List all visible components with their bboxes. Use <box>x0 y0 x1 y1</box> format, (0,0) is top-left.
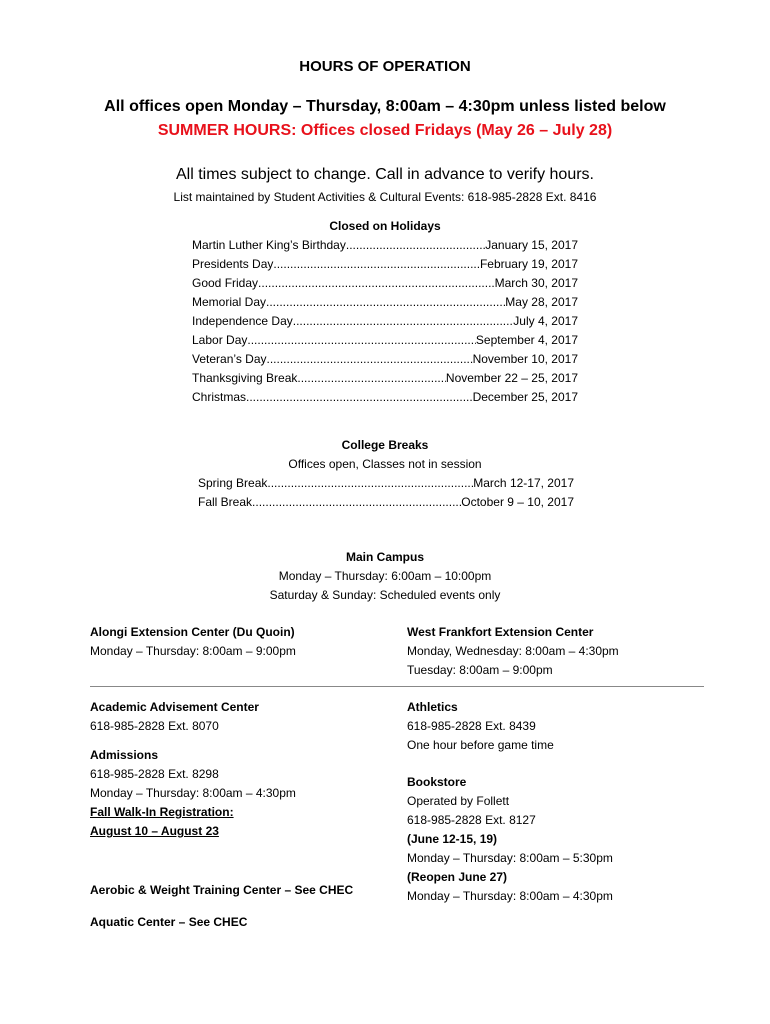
break-date: October 9 – 10, 2017 <box>461 495 574 509</box>
bookstore-hours-1: Monday – Thursday: 8:00am – 5:30pm <box>407 851 613 865</box>
holiday-name: Presidents Day <box>192 257 274 271</box>
change-notice: All times subject to change. Call in advance to verify hours. <box>176 166 594 183</box>
bookstore <box>407 773 613 906</box>
west-frankfort-center <box>407 623 619 680</box>
bookstore-period-2: (Reopen June 27) <box>407 870 508 884</box>
aquatic-heading: Aquatic Center – See CHEC <box>90 915 248 929</box>
page-title: HOURS OF OPERATION <box>299 58 471 75</box>
holiday-date: November 22 – 25, 2017 <box>445 371 578 385</box>
academic-advisement <box>90 698 259 736</box>
break-name: Spring Break <box>198 476 268 490</box>
aerobic-heading: Aerobic & Weight Training Center – See CHEC <box>90 883 354 897</box>
holiday-date: November 10, 2017 <box>472 352 578 366</box>
holiday-date: December 25, 2017 <box>472 390 578 404</box>
walkin-dates: August 10 – August 23 <box>90 824 219 838</box>
athletics <box>407 698 554 755</box>
holiday-name: Christmas <box>192 390 247 404</box>
holiday-date: May 28, 2017 <box>505 295 578 309</box>
bookstore-hours-2: Monday – Thursday: 8:00am – 4:30pm <box>407 889 613 903</box>
admissions-hours: Monday – Thursday: 8:00am – 4:30pm <box>90 786 296 800</box>
holiday-row <box>192 314 578 328</box>
holidays-heading: Closed on Holidays <box>329 219 441 233</box>
general-hours: All offices open Monday – Thursday, 8:00am – 4:30pm unless listed below <box>104 98 666 115</box>
holiday-date: September 4, 2017 <box>475 333 578 347</box>
holiday-name: Martin Luther King’s Birthday <box>192 238 346 252</box>
break-name: Fall Break <box>198 495 253 509</box>
break-row <box>198 476 574 490</box>
holiday-name: Good Friday <box>192 276 259 290</box>
aerobic-center <box>90 881 353 900</box>
maintained-by: List maintained by Student Activities & Cultural Events: 618-985-2828 Ext. 8416 <box>173 190 597 204</box>
summer-hours-notice: SUMMER HOURS: Offices closed Fridays (May 26 – July 28) <box>157 122 613 139</box>
main-campus-heading: Main Campus <box>345 550 424 564</box>
main-campus-weekend: Saturday & Sunday: Scheduled events only <box>269 588 501 602</box>
break-row <box>198 495 574 509</box>
bookstore-period-1: (June 12-15, 19) <box>407 832 498 846</box>
holiday-row <box>192 257 578 271</box>
holiday-row <box>192 276 578 290</box>
main-campus-weekday: Monday – Thursday: 6:00am – 10:00pm <box>278 569 492 583</box>
walkin-registration: Fall Walk-In Registration: <box>90 805 234 819</box>
break-date: March 12-17, 2017 <box>473 476 574 490</box>
athletics-note: One hour before game time <box>407 738 554 752</box>
holiday-date: January 15, 2017 <box>485 238 578 252</box>
alongi-center <box>90 623 296 661</box>
holiday-name: Veteran’s Day <box>192 352 267 366</box>
holiday-row <box>192 238 578 252</box>
holiday-name: Labor Day <box>192 333 248 347</box>
bookstore-heading: Bookstore <box>407 775 467 789</box>
admissions-heading: Admissions <box>90 748 159 762</box>
athletics-phone: 618-985-2828 Ext. 8439 <box>407 719 536 733</box>
breaks-heading: College Breaks <box>341 438 429 452</box>
admissions <box>90 746 296 841</box>
holiday-name: Memorial Day <box>192 295 267 309</box>
west-frankfort-hours-1: Monday, Wednesday: 8:00am – 4:30pm <box>407 644 619 658</box>
bookstore-operator: Operated by Follett <box>407 794 510 808</box>
holiday-date: March 30, 2017 <box>494 276 578 290</box>
holiday-row <box>192 333 578 347</box>
holiday-row <box>192 371 578 385</box>
athletics-heading: Athletics <box>407 700 458 714</box>
holiday-name: Independence Day <box>192 314 293 328</box>
admissions-phone: 618-985-2828 Ext. 8298 <box>90 767 219 781</box>
holiday-row <box>192 352 578 366</box>
holiday-date: February 19, 2017 <box>479 257 578 271</box>
alongi-hours: Monday – Thursday: 8:00am – 9:00pm <box>90 644 296 658</box>
holiday-date: July 4, 2017 <box>513 314 578 328</box>
holiday-row <box>192 390 578 404</box>
holiday-row <box>192 295 578 309</box>
aquatic-center <box>90 913 247 932</box>
west-frankfort-hours-2: Tuesday: 8:00am – 9:00pm <box>407 663 553 677</box>
divider <box>90 686 704 687</box>
breaks-note: Offices open, Classes not in session <box>288 457 482 471</box>
academic-heading: Academic Advisement Center <box>90 700 259 714</box>
bookstore-phone: 618-985-2828 Ext. 8127 <box>407 813 536 827</box>
academic-phone: 618-985-2828 Ext. 8070 <box>90 719 219 733</box>
holiday-name: Thanksgiving Break <box>192 371 298 385</box>
west-frankfort-heading: West Frankfort Extension Center <box>407 625 594 639</box>
alongi-heading: Alongi Extension Center (Du Quoin) <box>90 625 295 639</box>
